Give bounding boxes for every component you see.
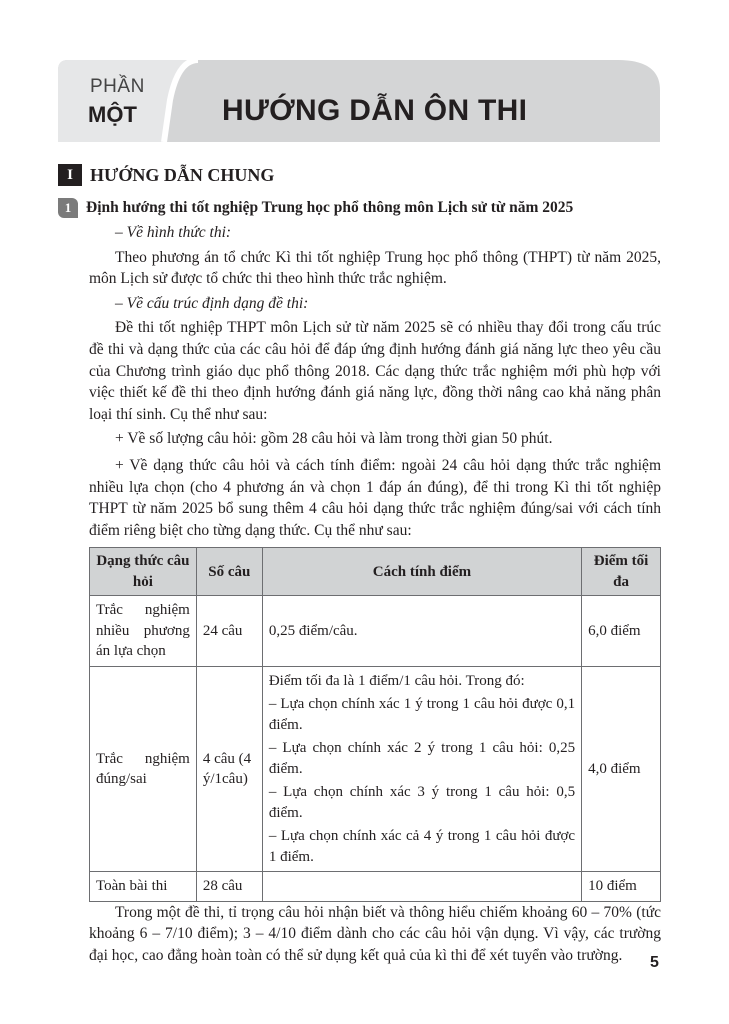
max-score-cell: 4,0 điểm bbox=[582, 666, 661, 872]
scoring-rule: – Lựa chọn chính xác 3 ý trong 1 câu hỏi: 0,5 điểm. bbox=[268, 784, 576, 821]
paragraph-exam-structure-heading: – Về cấu trúc định dạng đề thi: bbox=[115, 294, 309, 312]
scoring-cell bbox=[262, 666, 581, 872]
scoring-cell bbox=[262, 872, 581, 902]
paragraph-exam-format: Theo phương án tổ chức Kì thi tốt nghiệp Trung học phổ thông (THPT) từ năm 2025, môn Lịch sử được tổ chức thi theo hình thức trắc nghiệm. bbox=[89, 248, 661, 288]
table-row bbox=[90, 666, 661, 872]
scoring-rule: Điểm tối đa là 1 điểm/1 câu hỏi. Trong đó: bbox=[268, 672, 525, 689]
subsection-title: Định hướng thi tốt nghiệp Trung học phổ thông môn Lịch sử từ năm 2025 bbox=[86, 199, 574, 216]
scoring-cell: 0,25 điểm/câu. bbox=[262, 596, 581, 667]
table-header-row bbox=[90, 548, 661, 596]
scoring-rule: – Lựa chọn chính xác 2 ý trong 1 câu hỏi: 0,25 điểm. bbox=[268, 740, 576, 777]
paragraph-question-types: + Về dạng thức câu hỏi và cách tính điểm: ngoài 24 câu hỏi dạng thức trắc nghiệm nhiều lựa chọn (cho 4 phương án và chọn 1 đáp án đúng), để thi trong Kì thi tốt nghiệp THPT từ năm 2025 bổ sung thêm 4 câu hỏi dạng thức trắc nghiệm đúng/sai với cách tính điểm riêng biệt cho từng dạng thức. Cụ thể như sau: bbox=[89, 456, 661, 539]
question-count-cell: 24 câu bbox=[196, 596, 262, 667]
table-header-cell: Số câu bbox=[196, 548, 262, 596]
question-count-cell: 4 câu (4 ý/1câu) bbox=[196, 666, 262, 872]
subsection-heading bbox=[58, 198, 573, 218]
table-header-cell: Dạng thức câu hỏi bbox=[90, 548, 197, 596]
chapter-banner bbox=[58, 60, 660, 142]
paragraph-exam-structure: Đề thi tốt nghiệp THPT môn Lịch sử từ năm 2025 sẽ có nhiều thay đổi trong cấu trúc đề thi và dạng thức của các câu hỏi để đáp ứng định hướng đánh giá năng lực theo yêu cầu của Chương trình giáo dục phổ thông 2018. Các dạng thức trắc nghiệm mới phù hợp với việc thiết kế đề thi theo định hướng đánh giá năng lực, đồng thời nâng cao khả năng phân loại thí sinh. Cụ thể như sau: bbox=[89, 319, 661, 423]
page-number: 5 bbox=[650, 954, 659, 971]
chapter-title: HƯỚNG DẪN ÔN THI bbox=[222, 94, 528, 127]
question-type-cell: Trắc nghiệm nhiều phương án lựa chọn bbox=[90, 596, 197, 667]
paragraph-exam-format-heading: – Về hình thức thi: bbox=[115, 224, 232, 241]
paragraph-question-count: + Về số lượng câu hỏi: gồm 28 câu hỏi và làm trong thời gian 50 phút. bbox=[115, 430, 553, 448]
section-number-badge: I bbox=[58, 164, 82, 186]
scoring-rule: – Lựa chọn chính xác 1 ý trong 1 câu hỏi được 0,1 điểm. bbox=[268, 696, 576, 733]
table-row bbox=[90, 596, 661, 667]
question-count-cell: 28 câu bbox=[196, 872, 262, 902]
max-score-cell: 10 điểm bbox=[582, 872, 661, 902]
max-score-cell: 6,0 điểm bbox=[582, 596, 661, 667]
section-title: HƯỚNG DẪN CHUNG bbox=[90, 164, 275, 185]
table-header-cell: Cách tính điểm bbox=[262, 548, 581, 596]
body-content bbox=[89, 222, 661, 970]
paragraph-weighting: Trong một đề thi, tỉ trọng câu hỏi nhận biết và thông hiểu chiếm khoảng 60 – 70% (tức khoảng 6 – 7/10 điểm); 3 – 4/10 điểm dành cho các câu hỏi vận dụng. Vì vậy, các trường đại học, cao đẳng hoàn toàn có thể sử dụng kết quả của kì thi để xét tuyển vào trường. bbox=[89, 903, 661, 964]
part-label: PHẦN bbox=[90, 76, 145, 97]
section-heading bbox=[58, 164, 274, 186]
part-number: MỘT bbox=[88, 102, 137, 127]
subsection-number-badge: 1 bbox=[58, 198, 78, 218]
question-type-cell: Trắc nghiệm đúng/sai bbox=[90, 666, 197, 872]
scoring-rule: – Lựa chọn chính xác cả 4 ý trong 1 câu hỏi được 1 điểm. bbox=[268, 828, 576, 865]
question-type-cell: Toàn bài thi bbox=[90, 872, 197, 902]
table-header-cell: Điểm tối đa bbox=[582, 548, 661, 596]
scoring-table bbox=[89, 547, 661, 902]
table-row bbox=[90, 872, 661, 902]
